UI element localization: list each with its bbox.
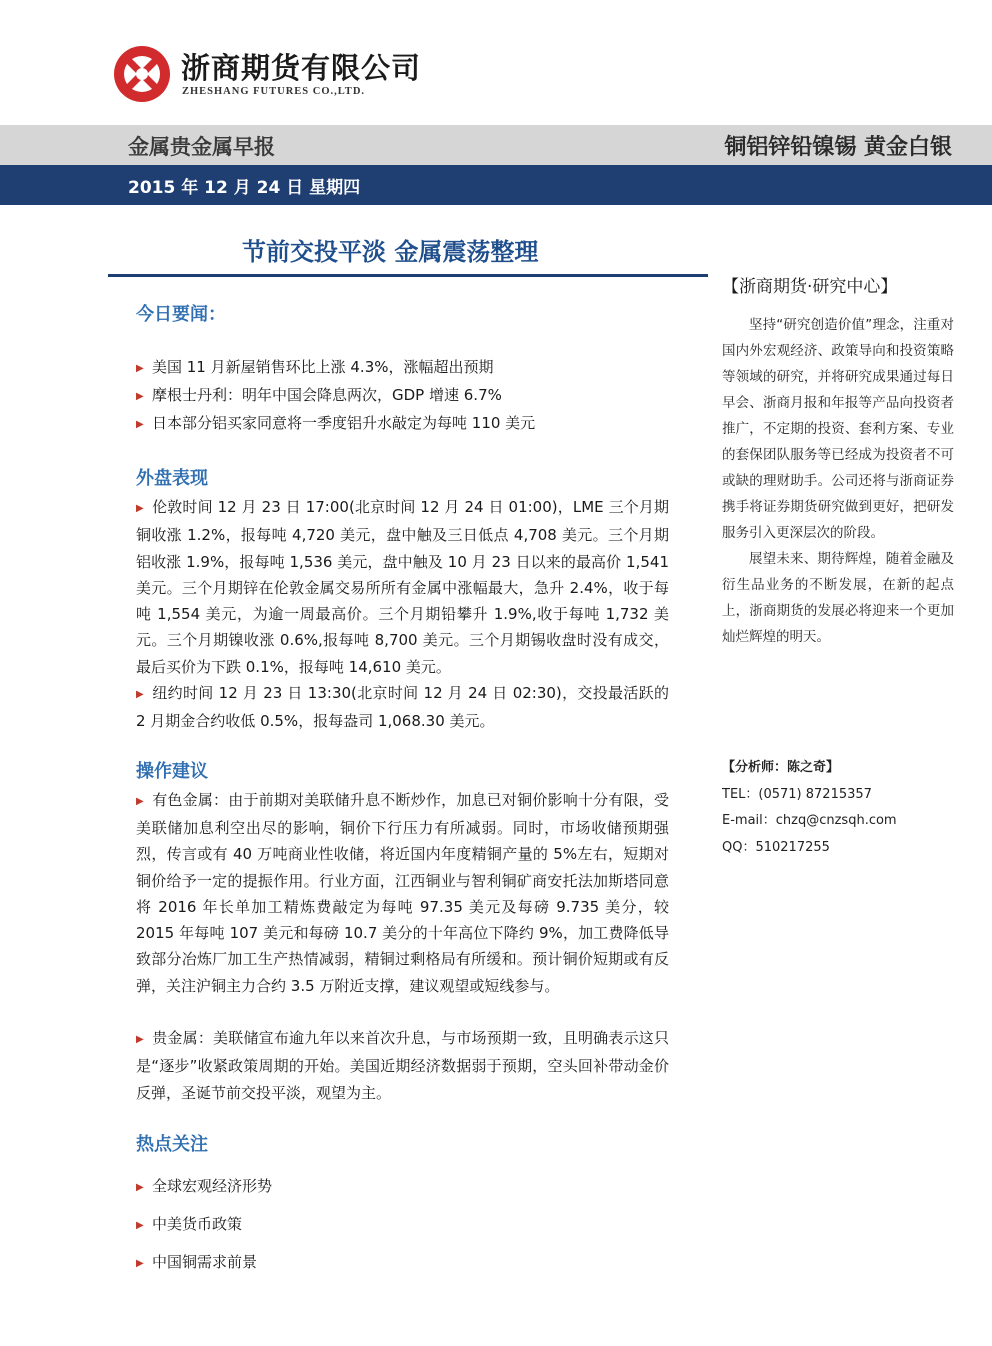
overseas-paragraph: ▶ 伦敦时间 12 月 23 日 17:00(北京时间 12 月 24 日 01:00)，LME 三个月期铜收涨 1.2%，报每吨 4,720 美元，盘中触及三日低点 4,708 美元。三个月期铝收涨 1.9%，报每吨 1,536 美元，盘中触及 10 月 23 日以来的最高价 1,541 美元。三个月期锌在伦敦金属交易所所有金属中涨幅最大，急升 2.4%，收于每吨 1,554 美元，为逾一周最高价。三个月期铅攀升 1.9%,收于每吨 1,732 美元。三个月期镍收涨 0.6%,报每吨 8,700 美元。三个月期锡收盘时没有成交，最后买价为下跌 0.1%，报每吨 14,610 美元。 bbox=[136, 498, 669, 676]
headline: 节前交投平淡 金属震荡整理 bbox=[242, 238, 539, 266]
sidebar-paragraph: 坚持“研究创造价值”理念，注重对国内外宏观经济、政策导向和投资策略等领域的研究，并将研究成果通过每日早会、浙商月报和年报等产品向投资者推广，不定期的投资、套利方案、专业的套保团队服务等已经成为投资者不可或缺的理财助手。公司还将与浙商证券携手将证券期货研究做到更好，把研发服务引入更深层次的阶段。 bbox=[722, 317, 954, 541]
report-name: 金属贵金属早报 bbox=[128, 135, 275, 159]
sidebar-title: 【浙商期货·研究中心】 bbox=[722, 277, 898, 297]
advice-paragraph-precious: ▶ 贵金属：美联储宣布逾九年以来首次升息，与市场预期一致，且明确表示这只是“逐步”收紧政策周期的开始。美国近期经济数据弱于预期，空头回补带动金价反弹，圣诞节前交投平淡，观望为主。 bbox=[136, 1029, 669, 1102]
list-item: ▶ 中国铜需求前景 bbox=[136, 1244, 669, 1282]
headline-divider bbox=[108, 274, 708, 277]
list-item: ▶ 摩根士丹利：明年中国会降息两次，GDP 增速 6.7% bbox=[136, 382, 669, 410]
main-content bbox=[136, 300, 669, 1282]
section-title-news: 今日要闻： bbox=[136, 304, 226, 325]
date-bar bbox=[0, 165, 992, 205]
report-date: 2015 年 12 月 24 日 星期四 bbox=[128, 178, 361, 198]
list-item: ▶ 中美货币政策 bbox=[136, 1206, 669, 1244]
advice-paragraph-nonferrous: ▶ 有色金属：由于前期对美联储升息不断炒作，加息已对铜价影响十分有限，受美联储加息利空出尽的影响，铜价下行压力有所减弱。同时，市场收储预期强烈，传言或有 40 万吨商业性收储，将近国内年度精铜产量的 5%左右，短期对铜价给予一定的提振作用。行业方面，江西铜业与智利铜矿商安托法加斯塔同意将 2016 年长单加工精炼费敲定为每吨 97.35 美元及每磅 9.735 美分，较 2015 年每吨 107 美元和每磅 10.7 美分的十年高位下降约 9%，加工费降低导致部分冶炼厂加工生产热情减弱，精铜过剩格局有所缓和。预计铜价短期或有反弹，关注沪铜主力合约 3.5 万附近支撑，建议观望或短线参与。 bbox=[136, 790, 669, 995]
company-name-cn: 浙商期货有限公司 bbox=[181, 51, 422, 85]
arrow-bullet-icon: ▶ bbox=[136, 1034, 144, 1046]
arrow-bullet-icon: ▶ bbox=[136, 1257, 144, 1269]
arrow-bullet-icon: ▶ bbox=[136, 689, 144, 701]
section-title-hot: 热点关注 bbox=[136, 1133, 208, 1155]
section-title-advice: 操作建议 bbox=[136, 760, 208, 782]
list-item: ▶ 日本部分铝买家同意将一季度铝升水敲定为每吨 110 美元 bbox=[136, 410, 669, 438]
sidebar-paragraph: 展望未来、期待辉煌，随着金融及衍生品业务的不断发展，在新的起点上，浙商期货的发展必将迎来一个更加灿烂辉煌的明天。 bbox=[722, 551, 954, 645]
list-item: ▶ 美国 11 月新屋销售环比上涨 4.3%，涨幅超出预期 bbox=[136, 354, 669, 382]
sidebar-intro bbox=[722, 312, 954, 650]
list-item: ▶ 全球宏观经济形势 bbox=[136, 1168, 669, 1206]
arrow-bullet-icon: ▶ bbox=[136, 1181, 144, 1193]
arrow-bullet-icon: ▶ bbox=[136, 363, 144, 374]
analyst-tel: TEL：(0571) 87215357 bbox=[722, 786, 872, 802]
metals-list: 铜铝锌铅镍锡 黄金白银 bbox=[724, 135, 952, 160]
analyst-email: E-mail：chzq@cnzsqh.com bbox=[722, 813, 897, 828]
company-logo-icon bbox=[112, 44, 172, 104]
arrow-bullet-icon: ▶ bbox=[136, 419, 144, 430]
arrow-bullet-icon: ▶ bbox=[136, 391, 144, 402]
arrow-bullet-icon: ▶ bbox=[136, 1219, 144, 1231]
section-title-overseas: 外盘表现 bbox=[136, 468, 208, 489]
overseas-paragraph: ▶ 纽约时间 12 月 23 日 13:30(北京时间 12 月 24 日 02:30)，交投最活跃的 2 月期金合约收低 0.5%，报每盎司 1,068.30 美元。 bbox=[136, 684, 669, 731]
analyst-qq: QQ：510217255 bbox=[722, 839, 830, 855]
analyst-info bbox=[722, 755, 954, 861]
arrow-bullet-icon: ▶ bbox=[136, 795, 144, 807]
analyst-title: 【分析师：陈之奇】 bbox=[722, 760, 840, 775]
arrow-bullet-icon: ▶ bbox=[136, 503, 144, 514]
company-name-en: ZHESHANG FUTURES CO.,LTD. bbox=[182, 86, 366, 97]
report-title-bar bbox=[0, 125, 992, 165]
